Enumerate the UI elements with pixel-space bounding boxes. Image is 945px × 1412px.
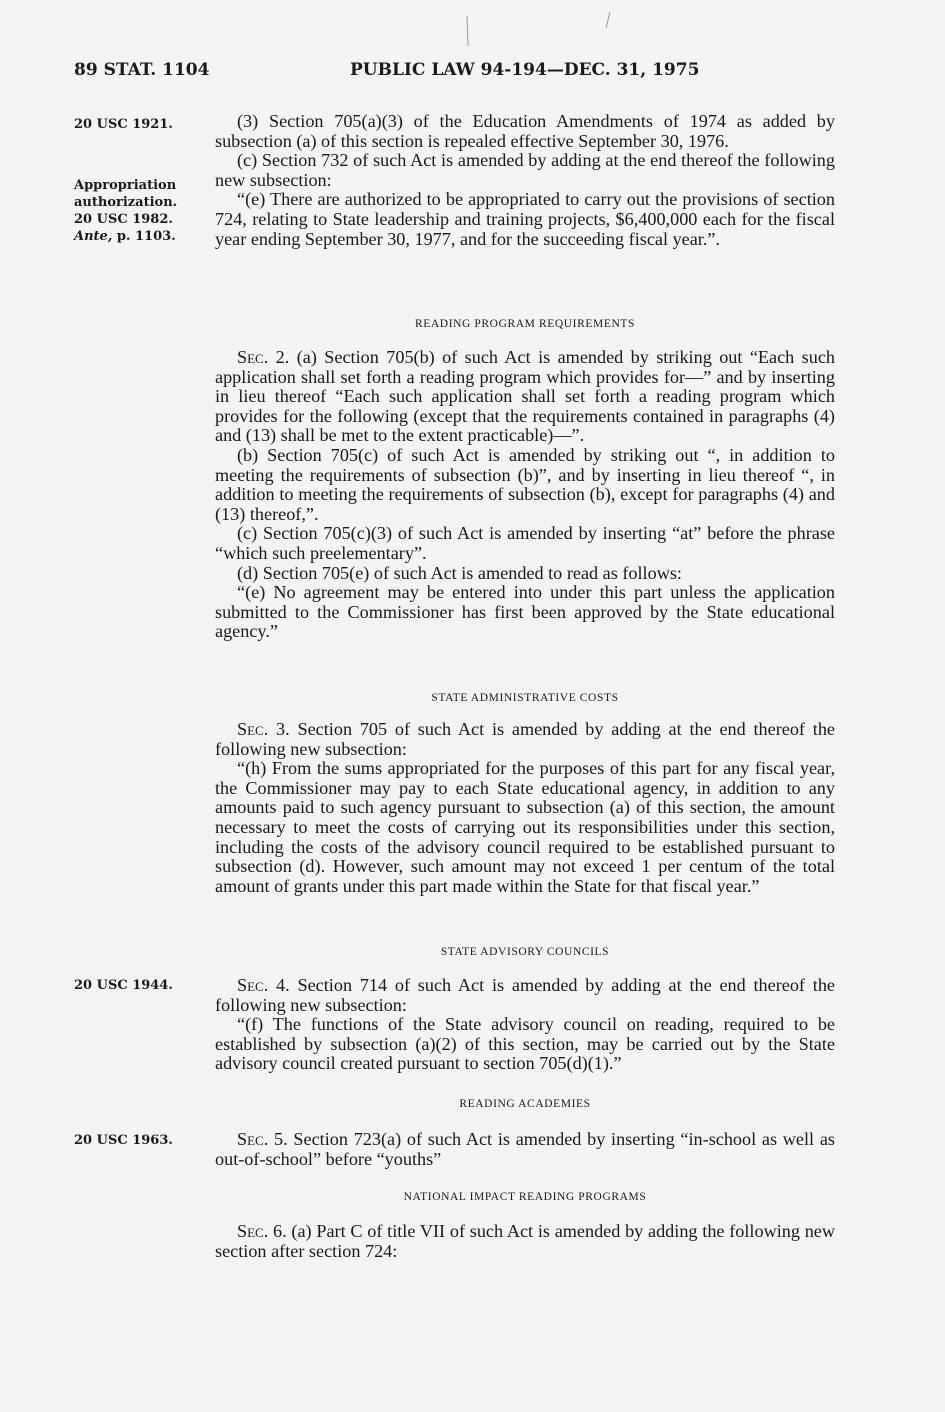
law-title: PUBLIC LAW 94-194—DEC. 31, 1975	[350, 60, 700, 80]
sec-3	[215, 720, 835, 759]
sec-3-h-quote: “(h) From the sums appropriated for the purposes of this part for any fiscal year, the Commissioner may pay to each State educational agency, in addition to any amounts paid to such agency pursuant to subsection (a) of this section, the amount necessary to meet the costs of carrying out its responsibilities under this section, including the costs of the advisory council required to be established pursuant to subsection (d). However, such amount may not exceed 1 per centum of the total amount of grants under this part made within the State for that fiscal year.”	[215, 758, 835, 896]
sec-6-a-text: 6. (a) Part C of title VII of such Act is amended by adding the following new section after section 724:	[215, 1221, 835, 1261]
sec-2-c: (c) Section 705(c)(3) of such Act is amended by inserting “at” before the phrase “which such preelementary”.	[215, 523, 835, 563]
margin-note-usc-1963: 20 USC 1963.	[74, 1133, 173, 1148]
margin-note-line: authorization.	[74, 195, 178, 210]
paragraph-3-repeal: (3) Section 705(a)(3) of the Education Amendments of 1974 as added by subsection (a) of this section is repealed effective September 30, 1976.	[215, 111, 835, 151]
text-block-sec-5	[215, 1130, 835, 1169]
sec-label: Sec.	[237, 975, 269, 995]
margin-note-ante: Ante,	[74, 229, 113, 244]
sec-4-f-quote: “(f) The functions of the State advisory council on reading, required to be established by subsection (a)(2) of this section, may be carried out by the State advisory council created pursuant to section 705(d)(1).”	[215, 1014, 835, 1074]
heading-state-administrative-costs: STATE ADMINISTRATIVE COSTS	[431, 692, 619, 704]
sec-5-text: 5. Section 723(a) of such Act is amended by inserting “in-school as well as out-of-school” before “youths”	[215, 1129, 835, 1169]
margin-note-usc-1944: 20 USC 1944.	[74, 978, 173, 993]
margin-note-usc-1921: 20 USC 1921.	[74, 117, 173, 132]
sec-5	[215, 1130, 835, 1169]
sec-2-e-quote: “(e) No agreement may be entered into under this part unless the application submitted to the Commissioner has first been approved by the State educational agency.”	[215, 582, 835, 642]
sec-label: Sec.	[237, 1129, 269, 1149]
scan-mark-decoration	[455, 14, 485, 48]
sec-4	[215, 976, 835, 1015]
text-block-sec-2	[215, 348, 835, 642]
sec-2-a	[215, 348, 835, 446]
text-block-1	[215, 112, 835, 249]
margin-note-line: 20 USC 1982.	[74, 212, 173, 227]
margin-note-page-ref: p. 1103.	[112, 229, 176, 244]
sec-label: Sec.	[237, 719, 269, 739]
heading-reading-program-requirements: READING PROGRAM REQUIREMENTS	[415, 318, 635, 330]
text-block-sec-3	[215, 720, 835, 896]
sec-label: Sec.	[237, 347, 269, 367]
sec-2-a-text: 2. (a) Section 705(b) of such Act is amended by striking out “Each such application shall set forth a reading program which provides for—” and by inserting in lieu thereof “Each such application shall set forth a reading program which provides for the following (except that the requirements contained in paragraphs (4) and (13) shall be met to the extent practicable)—”.	[215, 347, 835, 446]
sec-4-text: 4. Section 714 of such Act is amended by adding at the end thereof the following new subsection:	[215, 975, 835, 1015]
margin-note-line	[74, 228, 202, 245]
text-block-sec-6	[215, 1222, 835, 1261]
text-block-sec-4	[215, 976, 835, 1074]
heading-state-advisory-councils: STATE ADVISORY COUNCILS	[440, 946, 610, 958]
margin-note-appropriation	[74, 177, 202, 245]
sec-6-a	[215, 1222, 835, 1261]
margin-note-line: Appropriation	[74, 178, 177, 193]
stat-page-number: 89 STAT. 1104	[74, 60, 210, 80]
heading-national-impact-reading-programs: NATIONAL IMPACT READING PROGRAMS	[403, 1191, 647, 1203]
heading-reading-academies: READING ACADEMIES	[459, 1098, 591, 1110]
sec-2-d: (d) Section 705(e) of such Act is amended to read as follows:	[237, 562, 682, 583]
sec-3-text: 3. Section 705 of such Act is amended by adding at the end thereof the following new subsection:	[215, 719, 835, 759]
paragraph-e-authorization: “(e) There are authorized to be appropriated to carry out the provisions of section 724, relating to State leadership and training projects, $6,400,000 each for the fiscal year ending September 30, 1977, and for the succeeding fiscal year.”.	[215, 189, 835, 249]
paragraph-c-section-732: (c) Section 732 of such Act is amended by adding at the end thereof the following new subsection:	[215, 150, 835, 190]
sec-2-b: (b) Section 705(c) of such Act is amended by striking out “, in addition to meeting the requirements of subsection (b)”, and by inserting in lieu thereof “, in addition to meeting the requirements of subsection (b), except for paragraphs (4) and (13) thereof,”.	[215, 444, 835, 524]
sec-label: Sec.	[237, 1221, 269, 1241]
scan-mark-decoration	[600, 10, 614, 30]
